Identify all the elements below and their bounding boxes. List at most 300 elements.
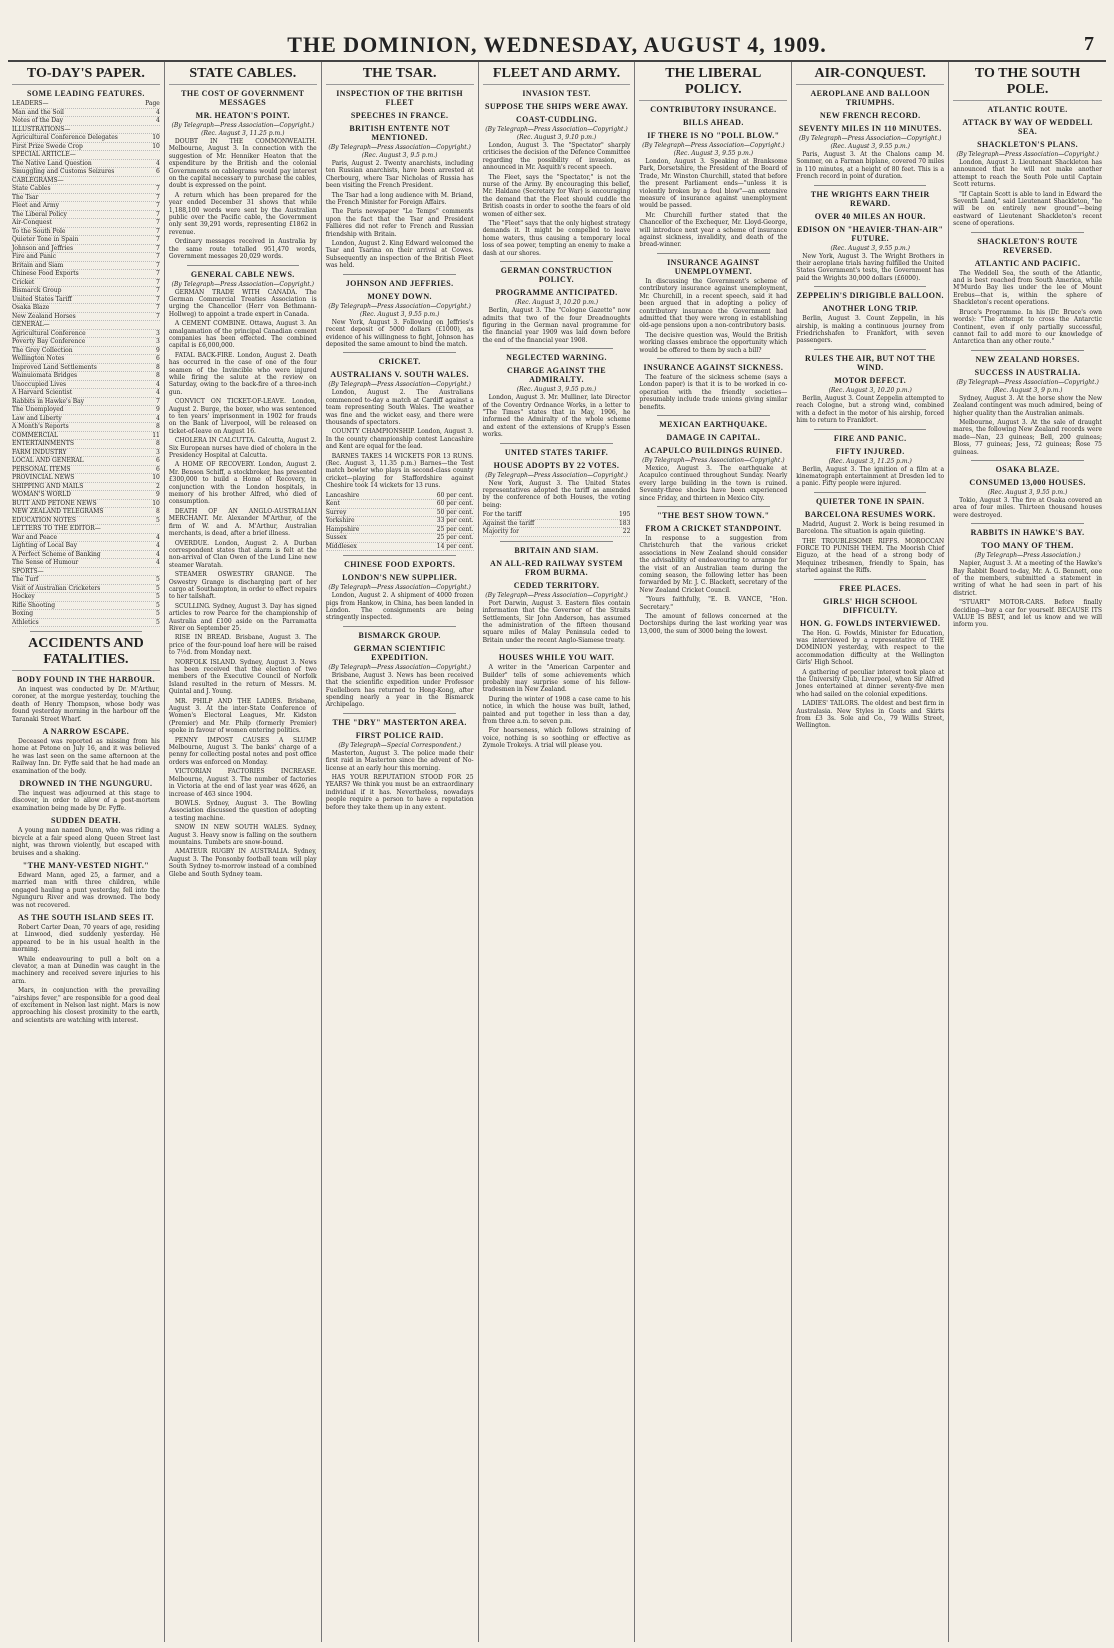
article-paragraph: A HOME OF RECOVERY. London, August 2. Mr. Benson Schiff, a stockbroker, has presented £300,000 to build a Home of Recovery, in conjunction with the London hospitals, in memory of his brother Alfred, who died of consumption. — [168, 461, 317, 506]
standings-row — [326, 517, 474, 526]
article-subheading: FREE PLACES. — [839, 583, 902, 593]
toc-item — [12, 440, 160, 449]
toc-page: 10 — [152, 474, 160, 481]
toc-item — [12, 610, 160, 619]
article-paragraph: The "Fleet" says that the only highest strategy demands it. It might be compelled to leave home waters, thus causing a temporary local loss of sea power, tempting an enemy to make a dash at our shores. — [482, 220, 631, 257]
article-subheading: SUCCESS IN AUSTRALIA. — [974, 367, 1081, 377]
article-subheading: THE COST OF GOVERNMENT MESSAGES — [181, 89, 305, 107]
toc-item — [12, 117, 160, 126]
toc-title: SOME LEADING FEATURES. — [27, 89, 145, 98]
toc-page: 7 — [156, 312, 160, 320]
toc-label: The Unemployed — [12, 406, 64, 413]
toc-label: Chinese Food Exports — [12, 270, 79, 277]
article-subheading: HOUSE ADOPTS BY 22 VOTES. — [493, 460, 620, 470]
toc-label: SPORTS— — [12, 567, 44, 575]
divider-rule — [657, 415, 769, 416]
toc-label: Rifle Shooting — [12, 601, 56, 609]
divider-rule — [343, 274, 455, 275]
toc-label: Boxing — [12, 610, 34, 617]
toc-label: SHIPPING AND MAILS — [12, 482, 84, 490]
toc-item — [12, 619, 160, 628]
article-subheading: AS THE SOUTH ISLAND SEES IT. — [18, 912, 154, 922]
toc-item — [12, 100, 160, 109]
toc-page: 4 — [156, 414, 160, 422]
toc-label: GENERAL— — [12, 321, 50, 328]
toc-label: Quieter Tone in Spain — [12, 236, 79, 243]
article-byline: (By Telegraph—Press Association—Copyright.) — [171, 122, 314, 129]
toc-item — [12, 236, 160, 245]
toc-item — [12, 568, 160, 577]
toc-item — [12, 211, 160, 220]
toc-item — [12, 585, 160, 594]
article-byline: (By Telegraph—Special Correspondent.) — [338, 741, 461, 749]
article-paragraph: COUNTY CHAMPIONSHIP. London, August 3. In the county championship contest Lancashire and Kent are equal for the lead. — [325, 428, 474, 451]
divider-rule — [657, 358, 769, 359]
toc-page: 6 — [156, 355, 160, 362]
article-paragraph: "If Captain Scott is able to land in Edward the Seventh Land," said Lieutenant Shackleton, "he will be on entirely new ground"—being eastward of Lieutenant Shackleton's recent scene of operations. — [953, 190, 1102, 228]
article-subheading: INVASION TEST. — [522, 89, 591, 98]
toc-item — [12, 602, 160, 611]
standings-row — [326, 543, 474, 552]
article-paragraph: AMATEUR RUGBY IN AUSTRALIA. Sydney, August 3. The Ponsonby football team will play South Sydney to-morrow instead of a combined Glebe and South Sydney team. — [168, 848, 317, 878]
article-subheading: OVER 40 MILES AN HOUR. — [814, 211, 926, 221]
article-paragraph: Berlin, August 3. The ignition of a film at a kinematograph entertainment at Dresden led to a panic. Fifty people were injured. — [796, 465, 945, 488]
article-paragraph: Brisbane, August 3. News has been received that the scientific expedition under Professor Fuellelborn has returned to Hong-Kong, after spending nearly a year in the Bismarck Archipelago. — [325, 671, 474, 709]
article-paragraph: The decisive question was, Would the British working classes embrace the opportunity which would be offered to them by such a bill? — [639, 331, 788, 354]
toc-page: 8 — [156, 508, 160, 515]
toc-item — [12, 525, 160, 534]
article-subheading: LONDON'S NEW SUPPLIER. — [342, 573, 458, 583]
divider-rule — [814, 185, 926, 186]
article-paragraph: Ordinary messages received in Australia by the same route totalled 951,470 words, Government messages 20,029 words. — [168, 238, 317, 261]
article-dateline: (Rec. August 3, 9.55 p.m.) — [987, 488, 1068, 496]
toc-label: Law and Liberty — [12, 414, 62, 422]
toc-page: 4 — [156, 389, 160, 396]
toc-label: Wellington Notes — [12, 355, 65, 362]
article-dateline: (Rec. August 3, 11.25 p.m.) — [828, 457, 912, 465]
article-subheading: EDISON ON "HEAVIER-THAN-AIR" FUTURE. — [797, 224, 944, 243]
toc-page: 9 — [156, 491, 160, 498]
team-name: Kent — [325, 500, 340, 508]
article-subheading: INSURANCE AGAINST UNEMPLOYMENT. — [667, 257, 760, 276]
article-paragraph: In response to a suggestion from Christchurch that the various cricket associations in New Zealand should consider the advisability of endeavouring to arrange for the visit of an Australian team during the coming season, the following letter has been forwarded by Mr. J. C. Blackett, secretary of the New Zealand Cricket Council. — [639, 535, 788, 594]
article-byline: (By Telegraph—Press Association.) — [974, 552, 1081, 560]
toc-label: COMMERCIAL — [12, 431, 58, 439]
toc-label: NEW ZEALAND TELEGRAMS — [12, 508, 104, 515]
article-dateline: (Rec. August 3, 9.55 p.m.) — [516, 386, 597, 394]
toc-item — [12, 559, 160, 568]
vote-row — [483, 520, 631, 529]
toc-page: 4 — [156, 559, 160, 566]
team-name: Middlesex — [325, 542, 357, 550]
toc-label: Smuggling and Customs Seizures — [12, 168, 115, 175]
article-byline: (By Telegraph—Press Association—Copyright.) — [328, 302, 471, 310]
team-name: Hampshire — [325, 525, 360, 533]
article-paragraph: Masterton, August 3. The police made their first raid in Masterton since the advent of No-license at an early hour this morning. — [325, 749, 474, 772]
toc-item — [12, 330, 160, 339]
toc-label: Visit of Australian Cricketers — [12, 584, 101, 592]
divider-rule — [814, 349, 926, 350]
article-dateline: (Rec. August 3, 11.25 p.m.) — [201, 130, 285, 137]
article-paragraph: London, August 2. The Australians commenced to-day a match at Cardiff against a team representing South Wales. The weather was fine and the wicket easy, and there were thousands of spectators. — [325, 389, 474, 426]
toc-label: CABLEGRAMS— — [12, 176, 64, 184]
article-subheading: BILLS AHEAD. — [682, 118, 744, 127]
article-subheading: OSAKA BLAZE. — [995, 464, 1060, 474]
toc-item — [12, 449, 160, 458]
divider-rule — [500, 443, 612, 444]
article-subheading: MONEY DOWN. — [367, 291, 432, 301]
article-subheading: GERMAN CONSTRUCTION POLICY. — [500, 266, 613, 285]
toc-label: Improved Land Settlements — [12, 363, 97, 371]
toc-label: WOMAN'S WORLD — [12, 491, 71, 498]
article-paragraph: Edward Mann, aged 25, a farmer, and a married man with three children, while engaged hauling a punt yesterday, fell into the Ngunguru River and was drowned. The body was not recovered. — [12, 871, 160, 909]
toc-label: New Zealand Horses — [12, 312, 76, 320]
toc-label: Fleet and Army — [12, 202, 59, 209]
article-paragraph: Paris, August 2. Twenty anarchists, including ten Russian anarchists, have been arrested at Cherbourg, where Tsar Nicholas of Russia has been visiting the French President. — [325, 160, 474, 190]
toc-page: 3 — [156, 448, 160, 456]
article-subheading: AEROPLANE AND BALLOON TRIUMPHS. — [810, 89, 930, 107]
article-paragraph: London, August 3. The "Spectator" sharply criticises the decision of the Defence Committee regarding the possibility of invasion, as announced in Mr. Asquith's recent speech. — [482, 142, 631, 172]
article-subheading: RABBITS IN HAWKE'S BAY. — [970, 528, 1085, 538]
toc-item — [12, 474, 160, 483]
toc-item — [12, 355, 160, 364]
toc-item — [12, 576, 160, 585]
article-paragraph: Melbourne, August 3. At the sale of draught mares, the following New Zealand records were made—Nan, 23 guineas; Bell, 200 guineas; Bloss, 77 guineas; Jess, 72 guineas; Rose 75 guineas. — [953, 418, 1102, 456]
article-paragraph: In discussing the Government's scheme of contributory insurance against unemployment, Mr. Churchill, in a recent speech, said it had been argued that in adopting a policy of contributory insurance the Government had admitted that they were wrong in establishing old-age pensions upon a non-contributory basis. — [639, 277, 788, 330]
toc-item — [12, 551, 160, 560]
article-byline: (By Telegraph—Press Association—Copyright.) — [485, 126, 628, 133]
toc-label: Rabbits in Hawke's Bay — [12, 397, 85, 405]
article-paragraph: LADIES' TAILORS. The oldest and best firm in Australasia. New Styles in Coats and Skirts from £3 3s. Sole and Co., 79 Willis Street, Wellington. — [796, 700, 945, 730]
toc-page: 10 — [152, 499, 160, 507]
article-paragraph: A return which has been prepared for the year ended December 31 shows that while 1,188,100 words were sent by the Australian public over the Pacific cable, the Government only sent 39,291 words, representing £1862 in revenue. — [168, 191, 317, 236]
article-byline: (By Telegraph—Press Association—Copyright.) — [485, 471, 628, 479]
toc-item — [12, 500, 160, 509]
toc-item — [12, 372, 160, 381]
article-subheading: THE "DRY" MASTERTON AREA. — [332, 717, 467, 727]
toc-item — [12, 415, 160, 424]
divider-rule — [500, 348, 612, 349]
article-byline: (By Telegraph—Press Association—Copyright.) — [328, 381, 471, 389]
toc-page: 7 — [156, 278, 160, 286]
divider-rule — [814, 429, 926, 430]
toc-page: 9 — [156, 346, 160, 354]
article-paragraph: The inquest was adjourned at this stage to discover, in order to allow of a post-mortem examination being made by Dr. Fyffe. — [12, 790, 160, 812]
toc-page: 7 — [156, 295, 160, 303]
article-paragraph: BARNES TAKES 14 WICKETS FOR 13 RUNS. (Rec. August 3, 11.35 p.m.) Barnes—the Test match bowler who plays in second-class county cricket—playing for Staffordshire against Cheshire took 14 wickets for 13 runs. — [325, 452, 474, 490]
article-subheading: MOTOR DEFECT. — [834, 375, 907, 385]
article-subheading: FIFTY INJURED. — [835, 446, 905, 456]
toc-page: 7 — [156, 193, 160, 201]
toc-item — [12, 457, 160, 466]
article-paragraph: London, August 3. Lieutenant Shackleton has announced that he will not make another attempt to reach the South Pole until Captain Scott returns. — [953, 159, 1102, 189]
article-subheading: BRITISH ENTENTE NOT MENTIONED. — [349, 124, 450, 142]
column-6 — [792, 62, 949, 1642]
toc-item — [12, 398, 160, 407]
toc-label: To the South Pole — [12, 227, 66, 235]
team-percentage: 50 per cent. — [436, 508, 474, 516]
toc-label: Osaka Blaze — [12, 304, 50, 311]
toc-page: 7 — [156, 270, 160, 277]
toc-item — [12, 508, 160, 517]
vote-value: 183 — [618, 519, 631, 527]
divider-rule — [30, 631, 142, 632]
article-paragraph: London, August 2. A shipment of 4000 frozen pigs from Hankow, in China, has been landed in London. The consignments are being stringently inspected. — [325, 592, 474, 622]
team-name: Sussex — [325, 534, 347, 542]
article-subheading: ATLANTIC AND PACIFIC. — [974, 258, 1081, 268]
standings-row — [326, 526, 474, 535]
article-subheading: NEW ZEALAND HORSES. — [975, 354, 1080, 364]
article-subheading: A NARROW ESCAPE. — [42, 727, 130, 737]
toc-page: 4 — [156, 108, 160, 116]
article-subheading: AUSTRALIANS V. SOUTH WALES. — [330, 370, 469, 380]
toc-label: Man and the Soil — [12, 108, 64, 116]
toc-item — [12, 109, 160, 118]
toc-item — [12, 542, 160, 551]
article-paragraph: NORFOLK ISLAND. Sydney, August 3. News has been received that the election of two members of the Executive Council of Norfolk Island resulted in the return of Messrs. M. Quintal and J. Young. — [168, 658, 317, 696]
article-paragraph: London, August 3. Mr. Mulliner, late Director of the Coventry Ordnance Works, in a letter to "The Times" states that in May, 1906, he informed the Admiralty of the whole scheme and extent of the extensions of Krupp's Essen works. — [482, 394, 631, 439]
toc-page: 8 — [156, 440, 160, 447]
divider-rule — [971, 460, 1084, 461]
toc-item — [12, 270, 160, 279]
article-dateline: (Rec. August 3, 9.10 p.m.) — [516, 134, 597, 141]
toc-item — [12, 177, 160, 186]
article-subheading: CRICKET. — [378, 357, 421, 367]
team-percentage: 33 per cent. — [436, 517, 474, 525]
article-paragraph: Berlin, August 3. The "Cologne Gazette" now admits that two of the four Dreadnoughts figuring in the German naval programme for the financial year 1909 was laid down before the end of the financial year 1908. — [482, 307, 631, 344]
article-subheading: BISMARCK GROUP. — [358, 630, 441, 640]
toc-item — [12, 483, 160, 492]
team-name: Yorkshire — [325, 517, 355, 525]
article-subheading: BODY FOUND IN THE HARBOUR. — [16, 675, 156, 684]
vote-label: Majority for — [482, 528, 519, 536]
article-byline: (By Telegraph—Press Association—Copyright.) — [328, 663, 471, 671]
article-paragraph: During the winter of 1908 a case came to his notice, in which the house was built, lathed, painted and put together in less than a day, from three a.m. to seven p.m. — [482, 695, 631, 725]
article-subheading: AN ALL-RED RAILWAY SYSTEM FROM BURMA. — [490, 558, 623, 577]
toc-label: Notes of the Day — [12, 117, 64, 124]
toc-label: FARM INDUSTRY — [12, 448, 67, 456]
divider-rule — [657, 506, 769, 507]
article-subheading: QUIETER TONE IN SPAIN. — [816, 496, 925, 506]
article-paragraph: A CEMENT COMBINE. Ottawa, August 3. An amalgamation of the principal Canadian cement companies has been effected. The combined capital is £6,000,000. — [168, 320, 317, 350]
toc-page: 4 — [156, 380, 160, 388]
divider-rule — [187, 265, 299, 266]
vote-row — [483, 528, 631, 537]
article-byline: (By Telegraph—Press Association—Copyright.) — [956, 378, 1099, 386]
article-paragraph: CHOLERA IN CALCUTTA. Calcutta, August 2. Six European nurses have died of cholera in the Presidency Hospital at Calcutta. — [168, 437, 317, 460]
article-subheading: "THE MANY-VESTED NIGHT." — [22, 860, 150, 870]
toc-label: Agricultural Conference — [12, 329, 86, 337]
toc-label: Athletics — [12, 618, 39, 626]
article-subheading: FIRST POLICE RAID. — [355, 730, 444, 740]
article-byline: (By Telegraph—Press Association—Copyright.) — [956, 151, 1099, 158]
article-dateline: (Rec. August 3, 9.5 p.m.) — [361, 152, 438, 159]
toc-page: 7 — [156, 261, 160, 269]
toc-label: Britain and Siam — [12, 261, 64, 269]
toc-label: War and Peace — [12, 533, 57, 541]
article-subheading: CEDED TERRITORY. — [513, 580, 600, 590]
toc-page: 7 — [156, 227, 160, 235]
standings-row — [326, 509, 474, 518]
article-paragraph: Deceased was reported as missing from his home at Petone on July 16, and it was believed he was last seen on the same afternoon at the Railway Inn. Dr. Fyffe said that he had made an examination of the body. — [12, 738, 160, 775]
divider-rule — [343, 555, 455, 556]
toc-item — [12, 168, 160, 177]
toc-page: 5 — [156, 610, 160, 617]
article-paragraph: DOUBT IN THE COMMONWEALTH. Melbourne, August 3. In connection with the suggestion of Mr. Henniker Heaton that the expenditure by the British and the colonial Governments on cablegrams would pay interest on the capital necessary to purchase the cables, doubt is expressed on the point. — [168, 138, 317, 190]
toc-page: 5 — [156, 576, 160, 583]
article-subheading: GENERAL CABLE NEWS. — [190, 269, 295, 279]
toc-item — [12, 126, 160, 135]
divider-rule — [343, 352, 455, 353]
article-paragraph: Napier, August 3. At a meeting of the Hawke's Bay Rabbit Board to-day, Mr. A. G. Bennett, one of the members, submitted a statement in writing of what he had seen in part of his district. — [953, 560, 1102, 597]
toc-page: 7 — [156, 244, 160, 252]
toc-item — [12, 491, 160, 500]
article-paragraph: Bruce's Programme. In his (Dr. Bruce's own words): "The attempt to cross the Antarctic Continent, even if only partially successful, cannot fail to add more to our knowledge of Antarctica than any other route." — [953, 308, 1102, 346]
toc-label: Wainuiomata Bridges — [12, 372, 78, 379]
toc-label: The Turf — [12, 576, 39, 583]
article-subheading: HON. G. FOWLDS INTERVIEWED. — [800, 618, 941, 628]
toc-page: 7 — [156, 185, 160, 192]
team-percentage: 60 per cent. — [436, 500, 474, 508]
toc-item — [12, 245, 160, 254]
article-paragraph: CONVICT ON TICKET-OF-LEAVE. London, August 2. Burge, the boxer, who was sentenced to ten years' imprisonment in 1902 for frauds on the Bank of Liverpool, will be released on ticket-of-leave on August 16. — [168, 398, 317, 435]
toc-item — [12, 347, 160, 356]
divider-rule — [814, 579, 926, 580]
toc-item — [12, 219, 160, 228]
toc-page: 7 — [156, 253, 160, 260]
article-paragraph: Madrid, August 2. Work is being resumed in Barcelona. The situation is again quieting. — [796, 520, 945, 536]
column-4 — [479, 62, 636, 1642]
toc-page: 8 — [156, 363, 160, 371]
toc-label: The Liberal Policy — [12, 210, 67, 218]
toc-page: 7 — [156, 304, 160, 311]
standings-row — [326, 500, 474, 509]
column-heading: FLEET AND ARMY. — [483, 66, 631, 85]
article-subheading: ATLANTIC ROUTE. — [987, 105, 1068, 114]
article-subheading: HOUSES WHILE YOU WAIT. — [498, 653, 615, 663]
article-paragraph: Sydney, August 3. At the horse show the New Zealand contingent was much admired, being of higher quality than the Australian animals. — [953, 394, 1102, 417]
column-3 — [322, 62, 479, 1642]
article-subheading: UNITED STATES TARIFF. — [504, 447, 609, 457]
divider-rule — [971, 350, 1084, 351]
toc-label: Lighting of Local Bay — [12, 542, 78, 549]
toc-page: 6 — [156, 457, 160, 464]
toc-list — [12, 100, 160, 627]
column-7 — [949, 62, 1106, 1642]
article-paragraph: BOWLS. Sydney, August 3. The Bowling Association discussed the question of adopting a testing machine. — [168, 799, 317, 822]
article-paragraph: HAS YOUR REPUTATION STOOD FOR 25 YEARS? We think you must be an extraordinary individual if it has. Nevertheless, nowadays people require a person to have a reputation before they take them up in any extent. — [325, 773, 474, 811]
toc-page: 4 — [156, 533, 160, 541]
toc-label: Bismarck Group — [12, 287, 62, 294]
article-byline: (By Telegraph—Press Association—Copyright.) — [328, 584, 471, 592]
toc-label: BUTT AND PETONE NEWS — [12, 499, 97, 507]
article-subheading: DAMAGE IN CAPITAL. — [666, 432, 761, 442]
article-subheading: INSURANCE AGAINST SICKNESS. — [643, 362, 784, 372]
toc-item — [12, 262, 160, 271]
toc-item — [12, 381, 160, 390]
article-subheading: CONTRIBUTORY INSURANCE. — [650, 105, 777, 114]
article-paragraph: Mars, in conjunction with the prevailing "airships fever," are responsible for a good deal of excitement in Nelson last night. Mars is now approaching his closest proximity to the earth, and scientists are watching with interest. — [12, 987, 160, 1024]
column-heading: AIR-CONQUEST. — [796, 66, 944, 85]
article-paragraph: New York, August 3. The Wright Brothers in their aeroplane trials having fulfilled the United States Government's tests, the Government has paid the Wrights 30,000 dollars (£6000). — [796, 252, 945, 282]
article-paragraph: Berlin, August 3. Count Zeppelin, in his airship, is making a continuous journey from Friedrichshafen to Frankfort, with seven passengers. — [796, 315, 945, 345]
vote-table — [483, 511, 631, 537]
toc-item — [12, 134, 160, 143]
toc-page: 7 — [156, 236, 160, 243]
article-subheading: ANOTHER LONG TRIP. — [822, 304, 918, 314]
toc-page: 7 — [156, 210, 160, 218]
toc-item — [12, 432, 160, 441]
toc-page: 8 — [156, 372, 160, 379]
article-paragraph: A writer in the "American Carpenter and Builder" tells of some achievements which probably may surprise some of his fellow-tradesmen in New Zealand. — [482, 664, 631, 694]
toc-page: Page — [145, 100, 160, 107]
column-5 — [635, 62, 792, 1642]
toc-label: Poverty Bay Conference — [12, 338, 86, 345]
divider-rule — [500, 261, 612, 262]
toc-label: ENTERTAINMENTS — [12, 440, 74, 447]
toc-item — [12, 313, 160, 322]
toc-item — [12, 160, 160, 169]
divider-rule — [814, 286, 926, 287]
columns — [8, 62, 1106, 1642]
toc-label: SPECIAL ARTICLE— — [12, 151, 76, 158]
article-paragraph: SCULLING. Sydney, August 3. Day has signed articles to row Pearce for the championship of Australia and £100 aside on the Parramatta River on September 25. — [168, 602, 317, 632]
toc-label: LOCAL AND GENERAL — [12, 457, 84, 464]
toc-page: 5 — [156, 601, 160, 609]
toc-label: The Tsar — [12, 193, 39, 201]
article-subheading: ATTACK BY WAY OF WEDDELL SEA. — [962, 118, 1093, 136]
article-subheading: SUPPOSE THE SHIPS WERE AWAY. — [484, 102, 629, 111]
article-byline: (By Telegraph—Press Association—Copyright.) — [642, 456, 785, 464]
article-paragraph: MR. PHILP AND THE LADIES. Brisbane, August 3. At the inter-State Conference of Women's Electoral Leagues, Mr. Kidston (Premier) and Mr. Philp (formerly Premier) spoke in favour of women entering politics. — [168, 697, 317, 735]
article-byline: (By Telegraph—Press Association—Copyright.) — [328, 144, 471, 151]
article-paragraph: The Hon. G. Fowlds, Minister for Education, was interviewed by a representative of THE DOMINION yesterday, with respect to the accommodation difficulty at the Wellington Girls' High School. — [796, 629, 945, 667]
toc-label: ILLUSTRATIONS— — [12, 125, 71, 133]
toc-page: 5 — [156, 618, 160, 626]
article-subheading: JOHNSON AND JEFFRIES. — [345, 278, 454, 288]
divider-rule — [814, 492, 926, 493]
toc-item — [12, 389, 160, 398]
article-subheading: SPEECHES IN FRANCE. — [350, 111, 449, 120]
article-heading: ACCIDENTS AND FATALITIES. — [12, 636, 160, 671]
article-subheading: THE WRIGHTS EARN THEIR REWARD. — [810, 189, 930, 208]
team-name: Surrey — [325, 508, 347, 516]
article-paragraph: VICTORIAN FACTORIES INCREASE. Melbourne, August 3. The number of factories in Victoria at the end of last year was 4626, an increase of 463 since 1904. — [168, 768, 317, 798]
toc-label: Agricultural Conference Delegates — [12, 134, 118, 141]
vote-value: 195 — [618, 511, 631, 519]
toc-item — [12, 228, 160, 237]
article-paragraph: New York, August 3. Following on Jeffries's recent deposit of 5000 dollars (£1000), as evidence of his willingness to fight, Johnson has deposited the same amount to bind the match. — [325, 318, 474, 348]
article-subheading: COAST-CUDDLING. — [515, 115, 598, 124]
article-paragraph: SNOW IN NEW SOUTH WALES. Sydney, August 3. Heavy snow is falling on the southern mountains. Tumbets are snow-bound. — [168, 824, 317, 846]
article-paragraph: A gathering of peculiar interest took place at the University Club, Liverpool, when Sir Alfred Jones entertained at dinner seventy-five men who had sailed on the colonial expeditions. — [796, 668, 945, 698]
article-paragraph: "STUART" MOTOR-CARS. Before finally deciding—buy a car for yourself. BECAUSE ITS VALUE IS BEST, and let us know and we will inform you. — [953, 599, 1102, 629]
article-subheading: IF THERE IS NO "POLL BLOW." — [647, 131, 780, 140]
toc-label: The Grey Collection — [12, 346, 73, 354]
divider-rule — [500, 648, 612, 649]
toc-page: 4 — [156, 159, 160, 167]
article-paragraph: Robert Carter Dean, 70 years of age, residing at Linwood, died suddenly yesterday. He appeared to be in his usual health in the morning. — [12, 923, 160, 954]
toc-item — [12, 185, 160, 194]
toc-label: LEADERS— — [12, 100, 49, 107]
article-subheading: SEVENTY MILES IN 110 MINUTES. — [798, 124, 942, 133]
article-subheading: FROM A CRICKET STANDPOINT. — [645, 524, 782, 533]
toc-item — [12, 338, 160, 347]
toc-label: PERSONAL ITEMS — [12, 465, 71, 473]
column-heading: TO-DAY'S PAPER. — [12, 66, 160, 85]
article-paragraph: The amount of fellows concerned at the Doctorships during the last working year was 13,000, the sum of 3000 being the lowest. — [639, 613, 788, 635]
toc-item — [12, 143, 160, 152]
